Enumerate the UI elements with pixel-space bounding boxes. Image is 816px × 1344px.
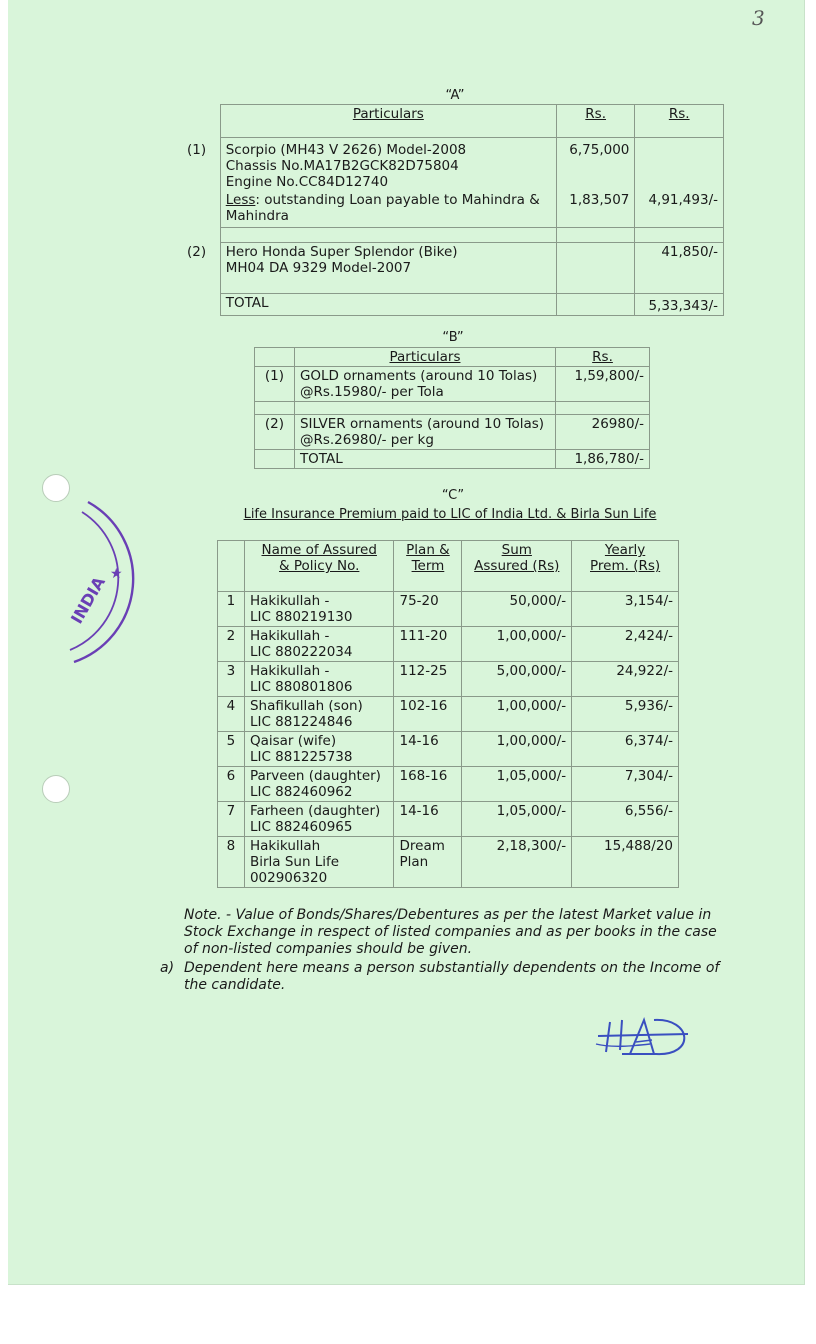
note-line: Note. - Value of Bonds/Shares/Debentures as per the latest Market value in	[184, 907, 712, 923]
page-number: 3	[752, 6, 765, 30]
table-row	[182, 243, 724, 294]
table-row	[218, 732, 679, 767]
sum-assured: 5,00,000/-	[462, 662, 572, 697]
row-number: 5	[218, 732, 245, 767]
stamp-seal	[40, 490, 190, 680]
row-number: 7	[218, 802, 245, 837]
table-header	[182, 105, 724, 138]
table-spacer-row	[255, 402, 650, 415]
sum-assured: 1,00,000/-	[462, 732, 572, 767]
policy-number: LIC 881225738	[249, 749, 353, 765]
table-row	[218, 802, 679, 837]
assured-name: Hakikullah -	[249, 593, 330, 609]
plan-term: 111-20	[394, 627, 462, 662]
table-row	[218, 767, 679, 802]
section-c-title: Life Insurance Premium paid to LIC of India Ltd. & Birla Sun Life	[243, 507, 657, 522]
registration-number: MH04 DA 9329 Model-2007	[225, 260, 412, 276]
yearly-premium: 5,936/-	[572, 697, 679, 732]
table-row	[218, 662, 679, 697]
amount: 26980/-	[556, 415, 650, 450]
assured-name: Hakikullah -	[249, 663, 330, 679]
sum-assured: 1,05,000/-	[462, 802, 572, 837]
plan-term: 102-16	[394, 697, 462, 732]
row-number: 4	[218, 697, 245, 732]
amount	[556, 243, 635, 294]
column-header: & Policy No.	[279, 558, 360, 574]
item-description: GOLD ornaments (around 10 Tolas)	[299, 368, 538, 384]
sum-assured: 1,00,000/-	[462, 697, 572, 732]
assured-name: Qaisar (wife)	[249, 733, 337, 749]
section-b-table	[254, 347, 650, 469]
amount: 4,91,493/-	[635, 191, 724, 228]
engine-number: Engine No.CC84D12740	[225, 174, 389, 190]
assured-name: Farheen (daughter)	[249, 803, 381, 819]
policy-number: LIC 880801806	[249, 679, 353, 695]
table-header	[255, 348, 650, 367]
sum-assured: 50,000/-	[462, 592, 572, 627]
assured-name: Shafikullah (son)	[249, 698, 363, 714]
item-rate: @Rs.26980/- per kg	[299, 432, 434, 448]
column-header: Assured (Rs)	[474, 558, 560, 574]
table-row	[255, 367, 650, 402]
note-line: the candidate.	[184, 977, 286, 993]
table-spacer-row	[182, 228, 724, 243]
yearly-premium: 24,922/-	[572, 662, 679, 697]
star-icon: ★	[110, 566, 123, 582]
amount: 6,75,000	[556, 138, 635, 192]
table-row	[218, 697, 679, 732]
item-description: SILVER ornaments (around 10 Tolas)	[299, 416, 545, 432]
stamp-text: INDIA	[67, 573, 109, 627]
assured-name: Parveen (daughter)	[249, 768, 381, 784]
row-number: 2	[218, 627, 245, 662]
plan-term: 14-16	[394, 732, 462, 767]
note-line: Dependent here means a person substantially dependents on the Income of	[184, 960, 720, 976]
column-header: Rs.	[668, 106, 690, 122]
yearly-premium: 6,556/-	[572, 802, 679, 837]
plan-term: 14-16	[394, 802, 462, 837]
sum-assured: 1,05,000/-	[462, 767, 572, 802]
plan-term: 168-16	[394, 767, 462, 802]
amount: 41,850/-	[635, 243, 724, 294]
row-number: (2)	[187, 243, 207, 260]
policy-number: LIC 882460965	[249, 819, 353, 835]
total-value: 5,33,343/-	[635, 294, 724, 316]
row-number: (1)	[187, 141, 207, 158]
column-header: Particulars	[352, 106, 424, 122]
yearly-premium: 2,424/-	[572, 627, 679, 662]
note-line: of non-listed companies should be given.	[184, 941, 473, 957]
assured-name: Hakikullah	[249, 838, 321, 854]
table-row	[218, 592, 679, 627]
amount	[635, 138, 724, 192]
policy-number: LIC 881224846	[249, 714, 353, 730]
policy-number: 002906320	[249, 870, 328, 886]
total-label: TOTAL	[294, 450, 555, 469]
table-row	[218, 837, 679, 888]
signature-mark	[592, 1014, 696, 1060]
section-a-label: “A”	[445, 88, 465, 103]
less-label: Less	[225, 192, 256, 208]
column-header: Particulars	[389, 349, 461, 365]
policy-number: LIC 880222034	[249, 644, 353, 660]
plan-term: Plan	[399, 854, 429, 870]
loan-description-cont: Mahindra	[225, 208, 289, 224]
row-number: 8	[218, 837, 245, 888]
table-row	[218, 627, 679, 662]
section-c-label: “C”	[441, 488, 465, 503]
column-header: Sum	[501, 542, 532, 558]
policy-number: LIC 882460962	[249, 784, 353, 800]
column-header: Rs.	[592, 349, 613, 365]
insurance-table	[217, 540, 679, 888]
plan-term: 112-25	[394, 662, 462, 697]
loan-description: : outstanding Loan payable to Mahindra &	[255, 192, 540, 208]
yearly-premium: 3,154/-	[572, 592, 679, 627]
row-number: 3	[218, 662, 245, 697]
policy-number: LIC 880219130	[249, 609, 353, 625]
table-row	[182, 191, 724, 228]
vehicle-name: Scorpio (MH43 V 2626) Model-2008	[225, 142, 467, 158]
total-value: 1,86,780/-	[556, 450, 650, 469]
vehicle-name: Hero Honda Super Splendor (Bike)	[225, 244, 458, 260]
column-header: Plan &	[406, 542, 450, 558]
note-line: Stock Exchange in respect of listed companies and as per books in the case	[184, 924, 717, 940]
punch-hole	[42, 775, 70, 803]
plan-term: 75-20	[394, 592, 462, 627]
note-a-block	[184, 960, 744, 994]
insurer-name: Birla Sun Life	[249, 854, 340, 870]
total-row	[255, 450, 650, 469]
row-number: 6	[218, 767, 245, 802]
yearly-premium: 6,374/-	[572, 732, 679, 767]
column-header: Yearly	[604, 542, 646, 558]
table-row	[182, 138, 724, 192]
row-number: (1)	[255, 367, 295, 402]
amount: 1,59,800/-	[556, 367, 650, 402]
item-rate: @Rs.15980/- per Tola	[299, 384, 444, 400]
table-header	[218, 541, 679, 592]
sum-assured: 2,18,300/-	[462, 837, 572, 888]
note-a-marker: a)	[160, 960, 175, 976]
column-header: Term	[411, 558, 445, 574]
section-a-table	[182, 104, 724, 316]
total-label: TOTAL	[220, 294, 556, 316]
amount: 1,83,507	[556, 191, 635, 228]
sum-assured: 1,00,000/-	[462, 627, 572, 662]
section-b-label: “B”	[442, 330, 464, 345]
row-number: (2)	[255, 415, 295, 450]
row-number: 1	[218, 592, 245, 627]
column-header: Rs.	[585, 106, 607, 122]
table-row	[255, 415, 650, 450]
yearly-premium: 7,304/-	[572, 767, 679, 802]
plan-term: Dream	[399, 838, 445, 854]
total-row	[182, 294, 724, 316]
column-header: Prem. (Rs)	[590, 558, 661, 574]
assured-name: Hakikullah -	[249, 628, 330, 644]
column-header: Name of Assured	[261, 542, 377, 558]
chassis-number: Chassis No.MA17B2GCK82D75804	[225, 158, 459, 174]
note-block	[184, 907, 744, 958]
yearly-premium: 15,488/20	[572, 837, 679, 888]
